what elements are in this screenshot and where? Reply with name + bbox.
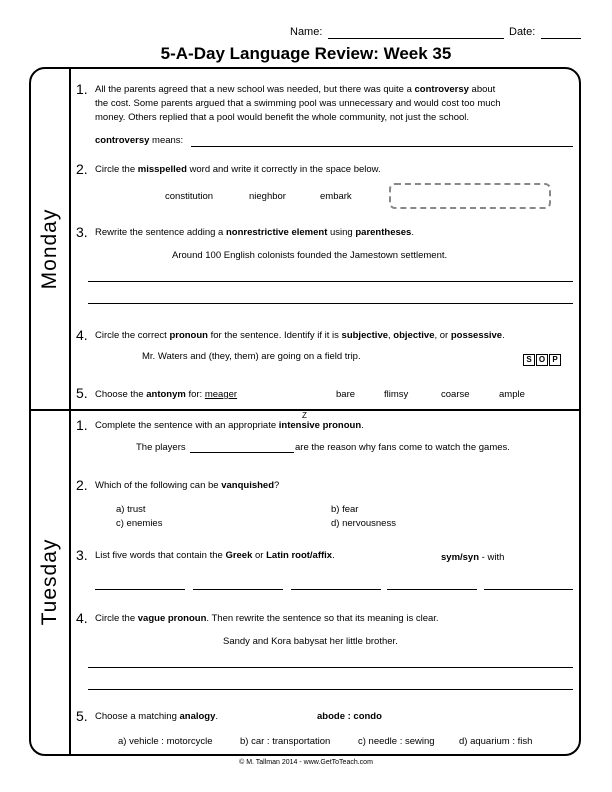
tuesday-q3-root-meaning: - with: [479, 552, 505, 563]
monday-q3-text-b: using: [327, 227, 356, 238]
monday-q1-number: 1.: [76, 81, 88, 97]
tuesday-q3-text-c: .: [332, 550, 335, 561]
monday-q4-text: [95, 329, 505, 343]
monday-q3-answer-line-1[interactable]: [88, 281, 573, 282]
tuesday-q2-text-b: ?: [274, 480, 280, 491]
tuesday-q2-number: 2.: [76, 477, 88, 493]
monday-q4-text-b: for the sentence. Identify if it is: [207, 330, 342, 341]
monday-q1-text-b: about: [468, 84, 496, 95]
monday-q5-number: 5.: [76, 385, 88, 401]
tuesday-q4-answer-line-1[interactable]: [88, 667, 573, 668]
tuesday-q2-option-c[interactable]: c) enemies: [116, 518, 163, 529]
monday-q3-number: 3.: [76, 224, 88, 240]
monday-q2-word-3[interactable]: embark: [320, 191, 352, 202]
tuesday-q5-option-a[interactable]: a) vehicle : motorcycle: [118, 736, 213, 747]
monday-q2-answer-box[interactable]: [389, 183, 551, 209]
monday-q2-text-a: Circle the: [95, 164, 138, 175]
monday-q5-keyword: antonym: [146, 389, 186, 400]
monday-q4-choice-boxes: [522, 349, 561, 367]
tuesday-q5-option-b[interactable]: b) car : transportation: [240, 736, 331, 747]
monday-q1-means: [95, 134, 183, 148]
monday-q2-text: [95, 163, 381, 177]
tuesday-q1-sentence-b: are the reason why fans come to watch the games.: [295, 442, 510, 453]
tuesday-q3-root-word: sym/syn: [441, 552, 480, 563]
monday-q4-sentence: Mr. Waters and (they, them) are going on a field trip.: [142, 351, 361, 362]
tuesday-q1-keyword: intensive pronoun: [278, 420, 362, 431]
monday-q2-number: 2.: [76, 161, 88, 177]
tuesday-q3-answer-line-5[interactable]: [484, 589, 573, 590]
monday-q1-means-word: controversy: [95, 135, 150, 146]
monday-q5-option-4[interactable]: ample: [499, 389, 525, 400]
monday-q4-number: 4.: [76, 327, 88, 343]
tuesday-q1-stray-mark: Z: [302, 411, 307, 420]
monday-q4-keyword-4: possessive: [450, 330, 503, 341]
monday-q1-text-a: All the parents agreed that a new school was needed, but there was quite a: [95, 84, 415, 95]
tuesday-q3-text-b: or: [252, 550, 267, 561]
monday-q1-line2: the cost. Some parents argued that a swimming pool was unnecessary and would cost too much: [95, 98, 501, 109]
tuesday-q2-text-a: Which of the following can be: [95, 480, 222, 491]
tuesday-q3-text-a: List five words that contain the: [95, 550, 226, 561]
tuesday-q5-keyword: analogy: [179, 711, 216, 722]
tuesday-q4-text: [95, 612, 439, 626]
subjective-box[interactable]: S: [523, 354, 535, 366]
monday-q1-means-label: means:: [149, 135, 184, 146]
monday-q3-sentence: Around 100 English colonists founded the Jamestown settlement.: [172, 250, 448, 261]
tuesday-q2-keyword: vanquished: [221, 480, 275, 491]
monday-q2-word-2[interactable]: nieghbor: [249, 191, 286, 202]
tuesday-q4-text-a: Circle the: [95, 613, 138, 624]
tuesday-q4-keyword: vague pronoun: [137, 613, 207, 624]
monday-q4-keyword-1: pronoun: [169, 330, 208, 341]
monday-q4-keyword-2: subjective: [341, 330, 389, 341]
monday-q3-keyword-1: nonrestrictive element: [225, 227, 328, 238]
tuesday-q1-number: 1.: [76, 417, 88, 433]
tuesday-q3-keyword-1: Greek: [225, 550, 253, 561]
possessive-box[interactable]: P: [549, 354, 561, 366]
tuesday-q5-text-a: Choose a matching: [95, 711, 180, 722]
tuesday-q3-answer-line-1[interactable]: [95, 589, 185, 590]
tuesday-q4-number: 4.: [76, 610, 88, 626]
tuesday-q4-answer-line-2[interactable]: [88, 689, 573, 690]
page-title: 5-A-Day Language Review: Week 35: [160, 44, 452, 63]
date-label: Date:: [509, 26, 536, 38]
tuesday-q5-text-b: .: [215, 711, 219, 722]
monday-q4-keyword-3: objective: [393, 330, 435, 341]
tuesday-q3-answer-line-4[interactable]: [387, 589, 477, 590]
tuesday-q1-text-a: Complete the sentence with an appropriate: [95, 420, 279, 431]
monday-q5-text: [95, 388, 237, 402]
tuesday-q1-sentence-a: The players: [136, 442, 186, 453]
tuesday-q2-text: [95, 479, 279, 493]
tuesday-q2-option-b[interactable]: b) fear: [331, 504, 359, 515]
tuesday-q3-number: 3.: [76, 547, 88, 563]
tuesday-q5-option-d[interactable]: d) aquarium : fish: [459, 736, 533, 747]
day-column-divider: [69, 68, 71, 755]
monday-q5-option-1[interactable]: bare: [336, 389, 356, 400]
tuesday-q1-text: [95, 419, 364, 433]
footer-credit: © M. Tallman 2014 - www.GetToTeach.com: [239, 759, 373, 766]
monday-q4-text-e: .: [502, 330, 505, 341]
monday-q5-target-word: meager: [204, 389, 238, 400]
monday-q4-text-a: Circle the correct: [95, 330, 170, 341]
name-line[interactable]: [328, 38, 504, 39]
monday-q4-text-c: ,: [388, 330, 394, 341]
monday-q1-text: [95, 83, 575, 125]
tuesday-q5-text: [95, 710, 218, 724]
monday-q5-text-a: Choose the: [95, 389, 147, 400]
monday-q3-answer-line-2[interactable]: [88, 303, 573, 304]
monday-q3-text: [95, 226, 414, 240]
monday-q4-text-d: , or: [434, 330, 451, 341]
tuesday-label: Tuesday: [38, 538, 61, 626]
tuesday-q5-option-c[interactable]: c) needle : sewing: [358, 736, 435, 747]
tuesday-q1-answer-line[interactable]: [190, 452, 294, 453]
date-line[interactable]: [541, 38, 581, 39]
monday-label: Monday: [38, 208, 61, 290]
monday-q2-text-b: word and write it correctly in the space below.: [186, 164, 381, 175]
tuesday-q4-sentence: Sandy and Kora babysat her little brother.: [223, 636, 398, 647]
objective-box[interactable]: O: [536, 354, 548, 366]
tuesday-q5-analogy: abode : condo: [317, 711, 382, 722]
tuesday-q2-option-d[interactable]: d) nervousness: [331, 518, 396, 529]
tuesday-q3-keyword-2: Latin root/affix: [266, 550, 333, 561]
monday-q3-keyword-2: parentheses: [355, 227, 412, 238]
monday-q5-option-2[interactable]: flimsy: [384, 389, 409, 400]
name-label: Name:: [290, 26, 323, 38]
tuesday-q1-text-b: .: [361, 420, 364, 431]
monday-q3-text-a: Rewrite the sentence adding a: [95, 227, 226, 238]
monday-q5-option-3[interactable]: coarse: [441, 389, 470, 400]
monday-q5-text-b: for:: [185, 389, 205, 400]
monday-q2-word-1[interactable]: constitution: [165, 191, 214, 202]
tuesday-q4-text-b: . Then rewrite the sentence so that its meaning is clear.: [206, 613, 439, 624]
monday-q3-text-c: .: [411, 227, 414, 238]
monday-q1-answer-line[interactable]: [191, 146, 573, 147]
tuesday-q3-text: [95, 549, 335, 563]
monday-q2-keyword: misspelled: [137, 164, 187, 175]
tuesday-q3-root: [441, 551, 504, 565]
tuesday-q2-option-a[interactable]: a) trust: [116, 504, 146, 515]
tuesday-q3-answer-line-2[interactable]: [193, 589, 283, 590]
tuesday-q5-number: 5.: [76, 708, 88, 724]
tuesday-q3-answer-line-3[interactable]: [291, 589, 381, 590]
monday-q1-line3: money. Others replied that a pool would benefit the whole community, not just the school.: [95, 112, 470, 123]
monday-q1-keyword: controversy: [414, 84, 469, 95]
